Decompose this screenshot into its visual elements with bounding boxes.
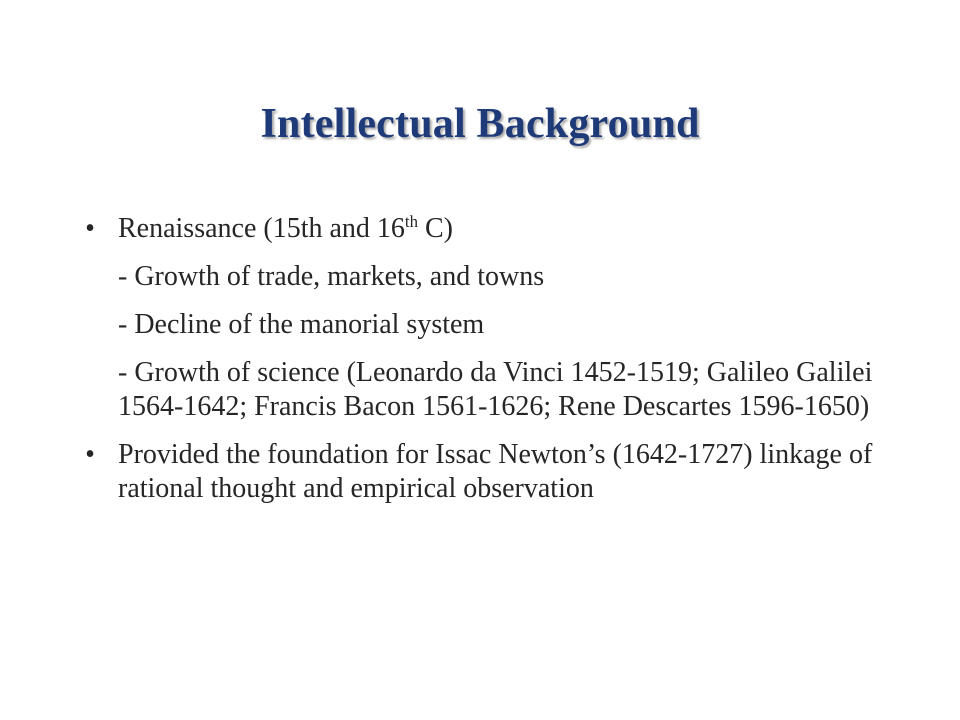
bullet-marker: • <box>85 213 95 244</box>
bullet-renaissance <box>80 212 890 246</box>
subitem-science: - Growth of science (Leonardo da Vinci 1452-1519; Galileo Galilei 1564-1642; Francis Bacon 1561-1626; Rene Descartes 1596-1650) <box>118 357 873 422</box>
bullet-marker: • <box>85 439 95 470</box>
bullet-text-main: Renaissance (15th and 16 <box>118 213 405 244</box>
bullet-text: Provided the foundation for Issac Newton’s (1642-1727) linkage of rational thought and empirical observation <box>118 439 873 504</box>
slide-body <box>80 212 890 520</box>
subitem-trade: - Growth of trade, markets, and towns <box>118 261 545 292</box>
ordinal-superscript: th <box>404 211 418 231</box>
bullet-text-end: C) <box>417 213 453 244</box>
slide-title: Intellectual Background <box>260 101 700 147</box>
bullet-newton <box>80 438 890 506</box>
bullet-text <box>118 213 453 244</box>
subitem-manorial: - Decline of the manorial system <box>118 309 485 340</box>
